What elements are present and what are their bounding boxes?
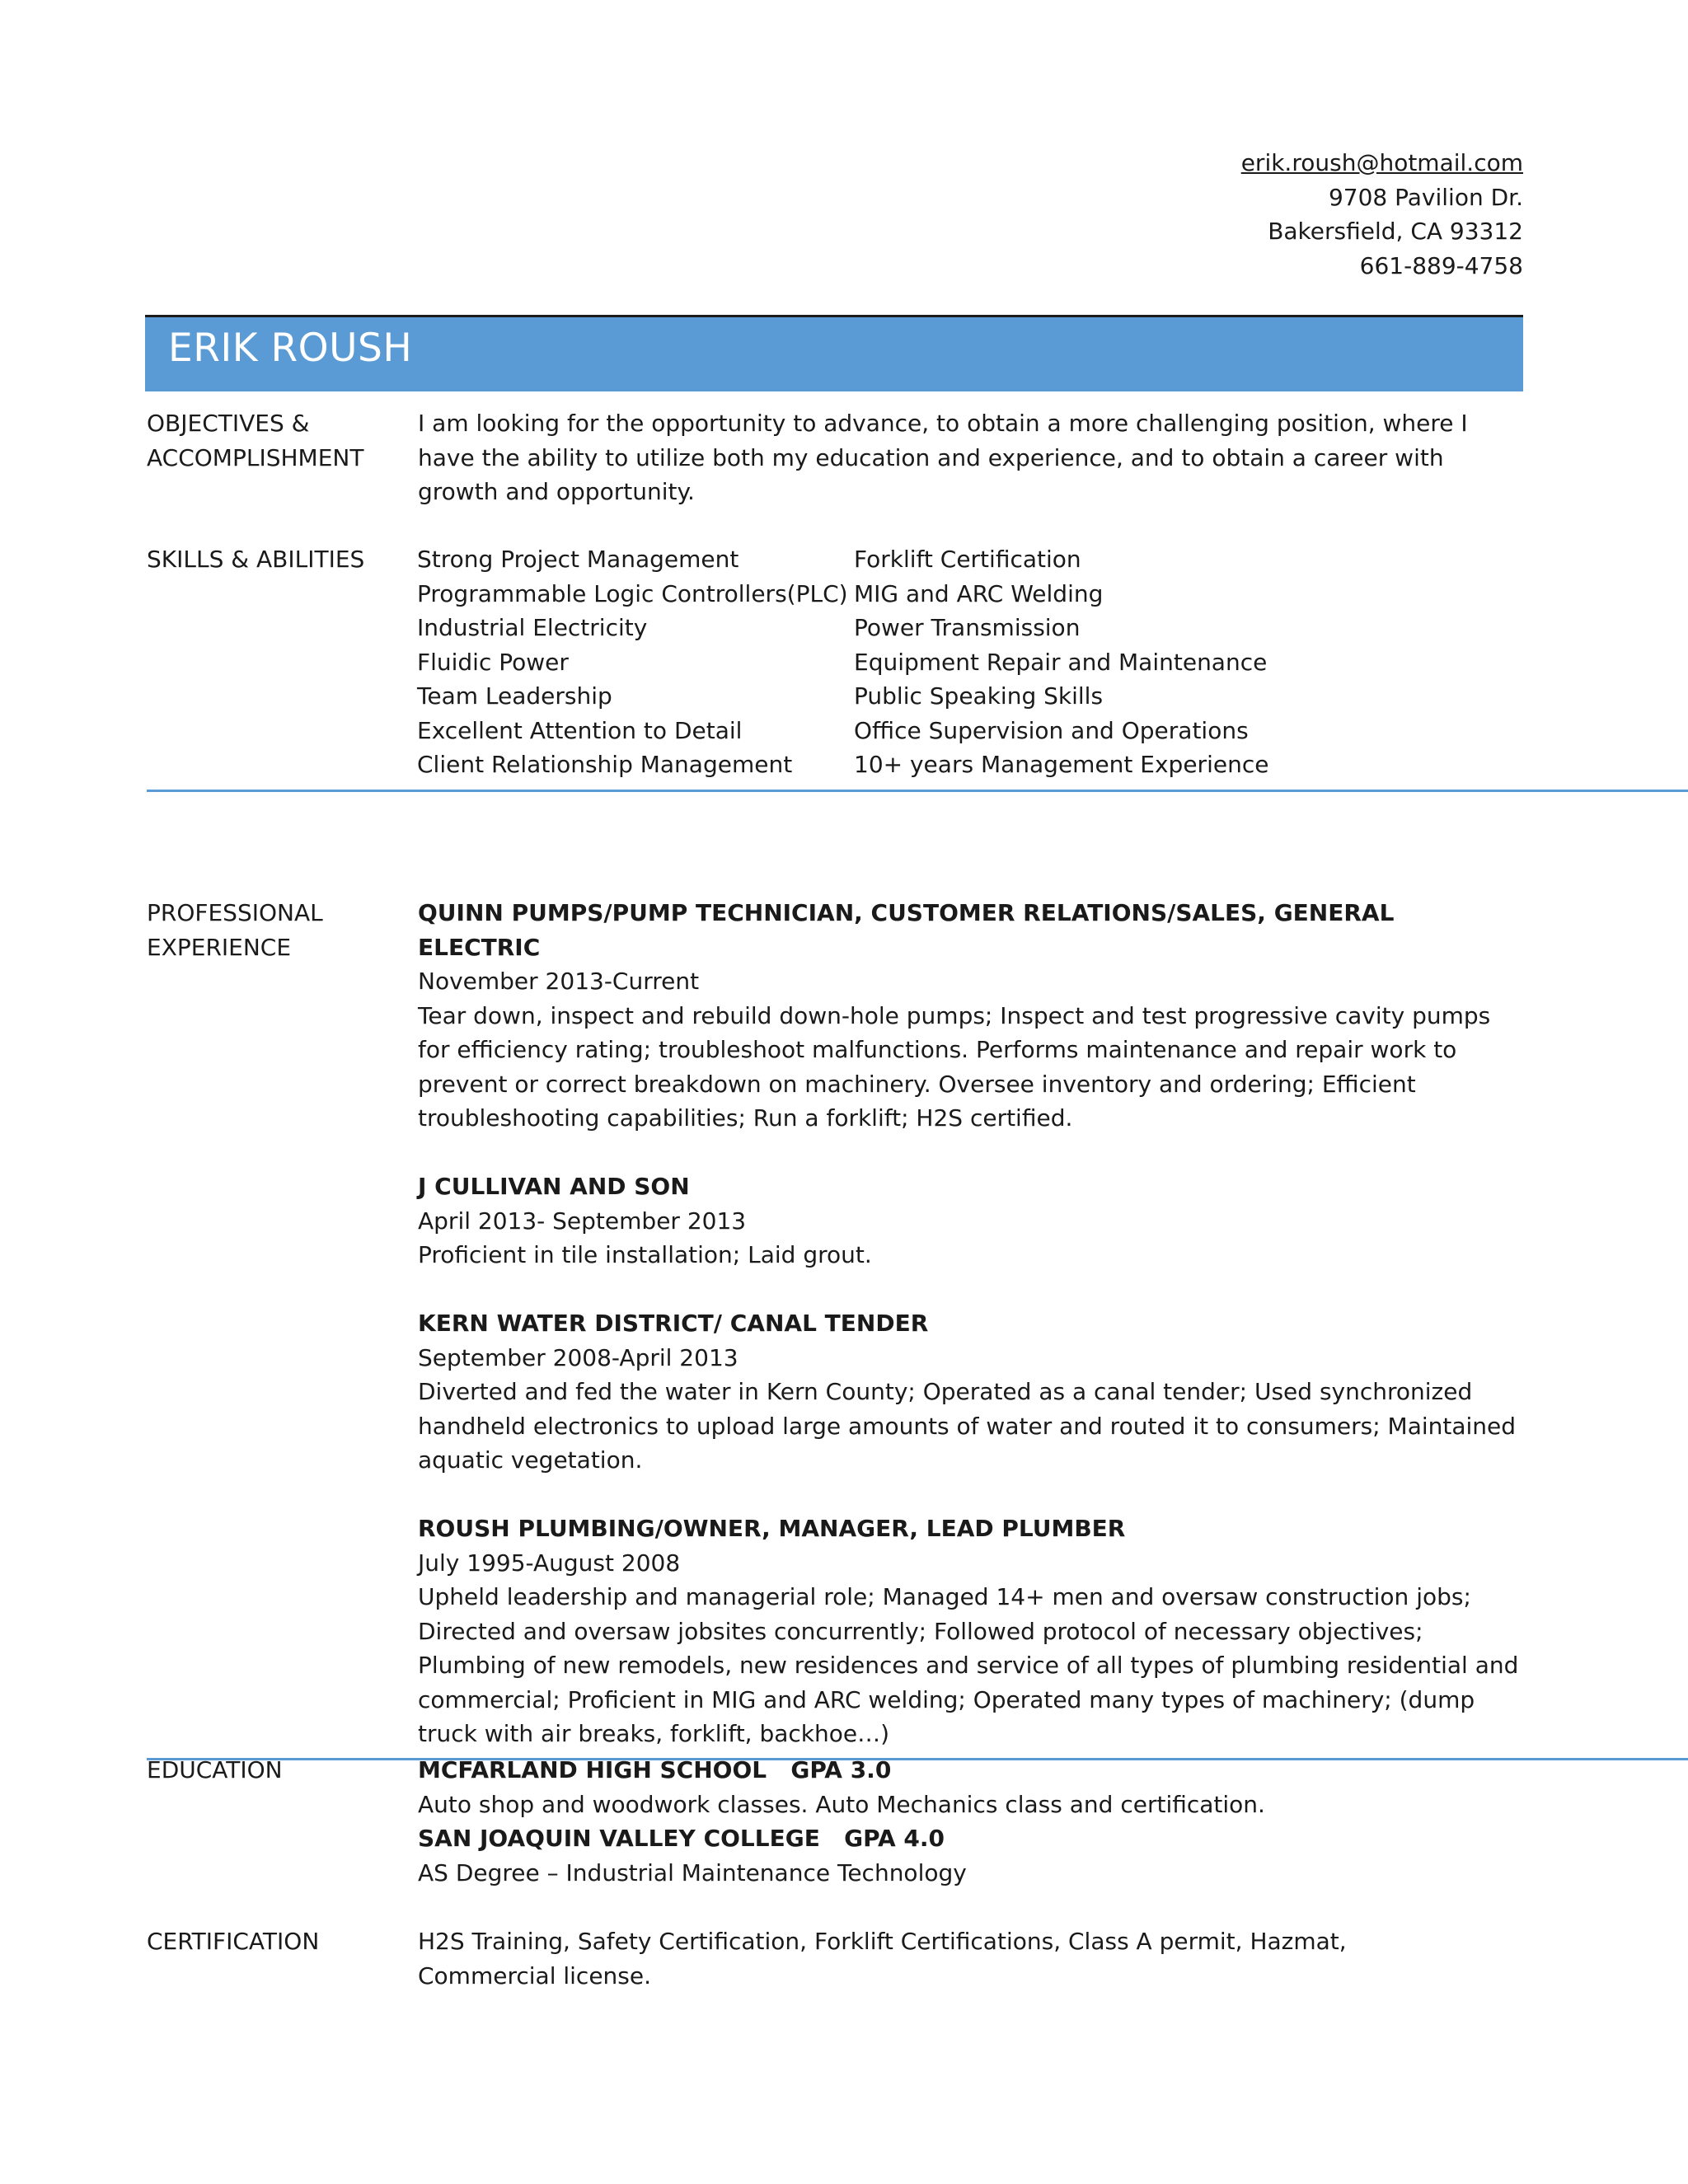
- name-banner: [145, 315, 1523, 391]
- skill-item: Programmable Logic Controllers(PLC): [417, 579, 848, 607]
- skill-item: 10+ years Management Experience: [854, 751, 1269, 778]
- job-dates: April 2013- September 2013: [418, 1207, 747, 1235]
- objectives-label: [147, 406, 410, 475]
- job-dates: July 1995-August 2008: [418, 1549, 681, 1577]
- school-name: MCFARLAND HIGH SCHOOL GPA 3.0: [418, 1756, 892, 1783]
- job-description: Tear down, inspect and rebuild down-hole pumps; Inspect and test progressive cavity pumps for efficiency rating; troubleshoot malfunctions. Performs maintenance and repair work to prevent or correct breakdown on machinery. Oversee inventory and ordering; Efficient troubleshooting capabilities; Run a forklift; H2S certified.: [418, 1001, 1491, 1132]
- objectives-label-line1: OBJECTIVES &: [147, 410, 310, 437]
- job-title: KERN WATER DISTRICT/ CANAL TENDER: [418, 1310, 929, 1337]
- skills-list-left: [417, 542, 848, 782]
- skill-item: Power Transmission: [854, 614, 1081, 641]
- certification-label: CERTIFICATION: [147, 1928, 320, 1955]
- skills-list-right: [854, 542, 1268, 782]
- skill-item: Industrial Electricity: [417, 614, 648, 641]
- skill-item: Fluidic Power: [417, 648, 569, 676]
- skills-label: SKILLS & ABILITIES: [147, 546, 365, 573]
- job-entry: [418, 1169, 1522, 1272]
- city-state-zip: Bakersfield, CA 93312: [1268, 218, 1523, 245]
- education-label: EDUCATION: [147, 1756, 283, 1783]
- school-detail: AS Degree – Industrial Maintenance Technology: [418, 1858, 967, 1886]
- school-name: SAN JOAQUIN VALLEY COLLEGE GPA 4.0: [418, 1825, 945, 1852]
- job-dates: September 2008-April 2013: [418, 1343, 738, 1371]
- job-dates: November 2013-Current: [418, 968, 700, 995]
- job-title: J CULLIVAN AND SON: [418, 1173, 690, 1200]
- skill-item: Equipment Repair and Maintenance: [854, 648, 1268, 676]
- email-link[interactable]: erik.roush@hotmail.com: [1240, 149, 1523, 176]
- job-entry: [418, 896, 1522, 1136]
- section-divider: [147, 790, 1688, 792]
- job-title: ROUSH PLUMBING/OWNER, MANAGER, LEAD PLUMBER: [418, 1515, 1126, 1542]
- street-address: 9708 Pavilion Dr.: [1328, 183, 1523, 211]
- school-detail: Auto shop and woodwork classes. Auto Mechanics class and certification.: [418, 1790, 1265, 1818]
- job-description: Diverted and fed the water in Kern County; Operated as a canal tender; Used synchronized handheld electronics to upload large amounts of water and routed it to consumers; Maintained aquatic vegetation.: [418, 1378, 1517, 1474]
- skill-item: Strong Project Management: [417, 546, 739, 573]
- objectives-label-line2: ACCOMPLISHMENT: [147, 443, 364, 471]
- skill-item: Client Relationship Management: [417, 751, 793, 778]
- experience-list: [418, 896, 1522, 1785]
- job-title: QUINN PUMPS/PUMP TECHNICIAN, CUSTOMER RELATIONS/SALES, GENERAL ELECTRIC: [418, 899, 1395, 961]
- skill-item: Team Leadership: [417, 682, 612, 710]
- skill-item: Public Speaking Skills: [854, 682, 1104, 710]
- skill-item: Office Supervision and Operations: [854, 716, 1249, 744]
- experience-label-line1: PROFESSIONAL: [147, 899, 323, 926]
- experience-label: [147, 896, 410, 964]
- candidate-name: ERIK ROUSH: [168, 326, 413, 371]
- certification-text: H2S Training, Safety Certification, Forklift Certifications, Class A permit, Hazmat, Commercial license.: [418, 1928, 1347, 1990]
- job-description: Proficient in tile installation; Laid grout.: [418, 1241, 872, 1268]
- phone-number: 661-889-4758: [1359, 251, 1523, 279]
- skill-item: Excellent Attention to Detail: [417, 716, 743, 744]
- skill-item: Forklift Certification: [854, 546, 1081, 573]
- experience-label-line2: EXPERIENCE: [147, 933, 292, 961]
- job-entry: [418, 1306, 1522, 1478]
- contact-block: [1241, 146, 1523, 283]
- skill-item: MIG and ARC Welding: [854, 579, 1104, 607]
- job-description: Upheld leadership and managerial role; Managed 14+ men and oversaw construction jobs; Directed and oversaw jobsites concurrently; Followed protocol of necessary objectives; Plumbing of new remodels, new residences and service of all types of plumbing residential and commercial; Proficient in MIG and ARC welding; Operated many types of machinery; (dump truck with air breaks, forklift, backhoe…): [418, 1583, 1519, 1747]
- education-list: [418, 1753, 1522, 1890]
- objectives-text: I am looking for the opportunity to advance, to obtain a more challenging position, where I have the ability to utilize both my education and experience, and to obtain a career with growth and opportunity.: [418, 410, 1468, 505]
- job-entry: [418, 1511, 1522, 1751]
